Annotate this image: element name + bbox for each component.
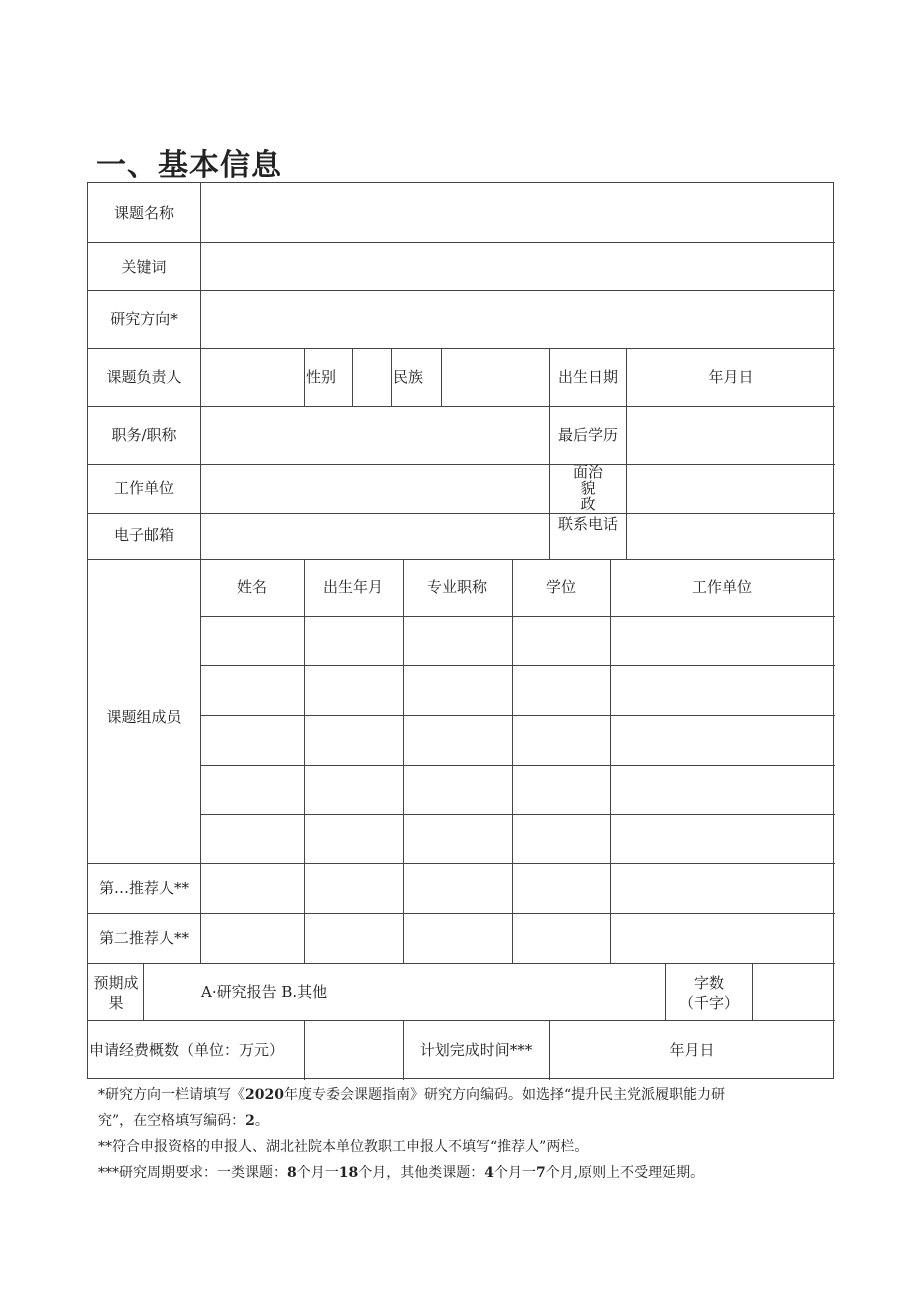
birth-date-label: 出生日期	[557, 368, 619, 386]
members-label: 课题组成员	[106, 708, 182, 726]
position-title-label: 职务/职称	[111, 426, 177, 444]
section-heading: 一、基本信息	[96, 148, 282, 183]
footnote-3: ***研究周期要求：一类课题：8个月一18个月，其他类课题：4个月一7个月,原则上不受理延期。	[98, 1165, 705, 1181]
member-header-unit: 工作单位	[691, 578, 753, 596]
member-header-birth: 出生年月	[322, 578, 384, 596]
gender-label: 性别	[306, 368, 337, 386]
member-header-title: 专业职称	[426, 578, 488, 596]
political-status-label: 面治 貌 政	[572, 463, 604, 513]
footnotes	[98, 1082, 818, 1186]
leader-label: 课题负责人	[106, 368, 182, 386]
phone-label: 联系电话	[557, 515, 619, 533]
plan-time-value: 年月日	[669, 1041, 715, 1059]
recommender2-label: 第二推荐人**	[98, 929, 190, 947]
education-label: 最后学历	[557, 426, 619, 444]
word-count-label: 字数 （千字）	[678, 974, 740, 1012]
member-header-degree: 学位	[545, 578, 577, 596]
outcome-label: 预期成 果	[93, 974, 139, 1012]
recommender1-label: 第…推荐人**	[98, 879, 190, 897]
footnote-2: **符合申报资格的申报人、湖北社院本单位教职工申报人不填写“推荐人”两栏。	[98, 1139, 589, 1155]
project-name-label: 课题名称	[113, 204, 175, 222]
ethnicity-label: 民族	[393, 368, 424, 386]
outcome-options: A·研究报告 B.其他	[201, 983, 328, 1001]
birth-date-value: 年月日	[708, 368, 754, 386]
member-header-name: 姓名	[236, 578, 268, 596]
work-unit-label: 工作单位	[113, 479, 175, 497]
budget-label: 申请经费概数（单位：万元）	[89, 1041, 285, 1059]
plan-time-label: 计划完成时间***	[419, 1041, 533, 1059]
email-label: 电子邮箱	[113, 526, 175, 544]
basic-info-form	[87, 182, 834, 1079]
research-direction-label: 研究方向*	[110, 310, 178, 328]
footnote-1: *研究方向一栏请填写《2020年度专委会课题指南》研究方向编码。如选择“提升民主党派履职能力研 究”，在空格填写编码：2。	[98, 1087, 726, 1129]
keywords-label: 关键词	[121, 258, 167, 276]
